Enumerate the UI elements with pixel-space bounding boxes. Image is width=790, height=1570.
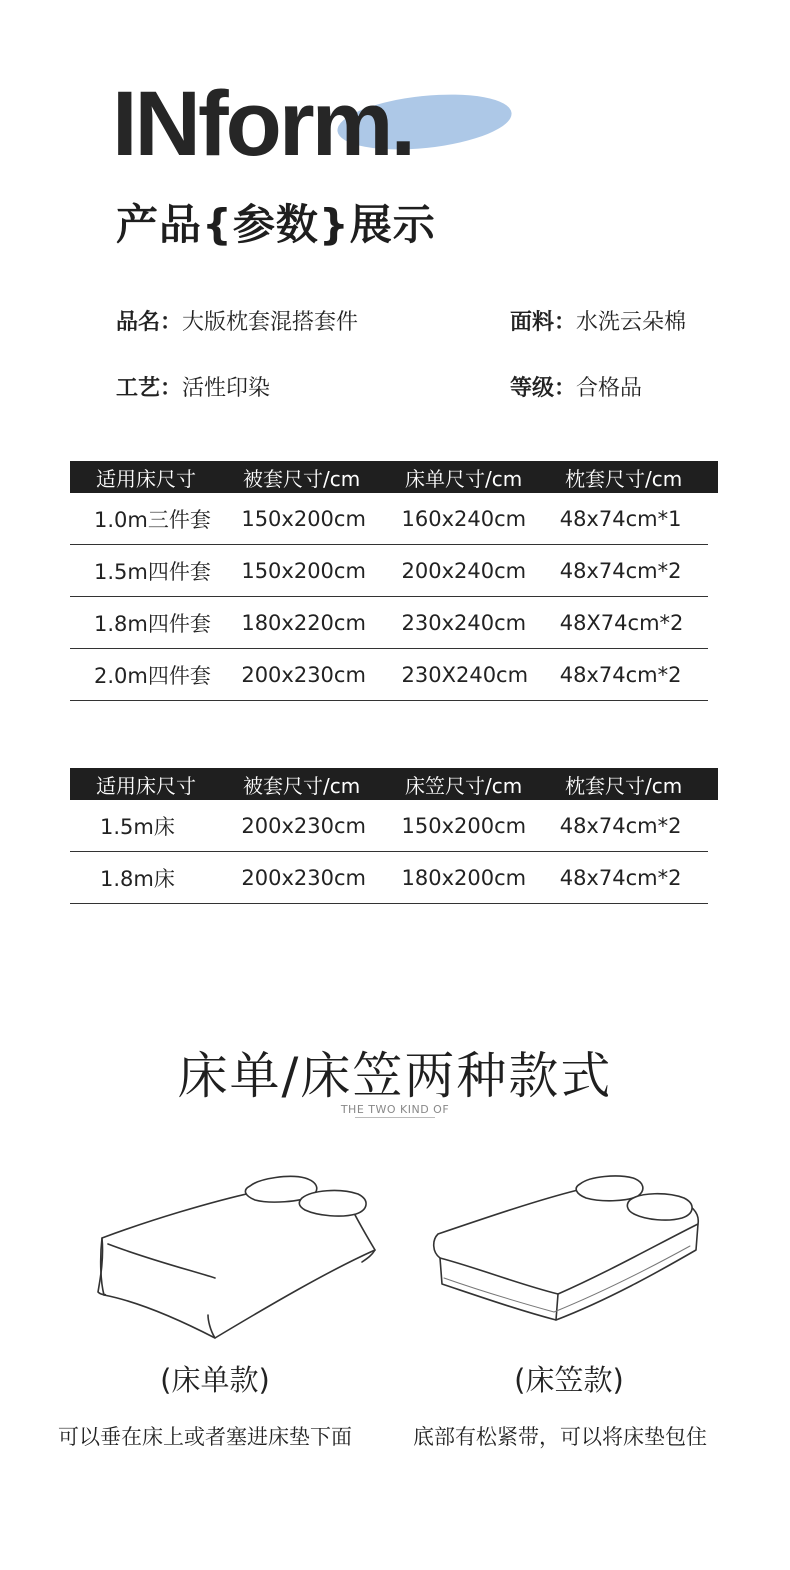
table-cell: 230x240cm [401, 610, 527, 635]
fitted-sheet-bed-icon [428, 1172, 708, 1332]
header-cell: 床单尺寸/cm [405, 466, 523, 491]
table-cell: 1.5m床 [100, 814, 175, 839]
table-cell: 200x240cm [401, 558, 527, 583]
table-row [70, 800, 708, 852]
table-cell: 48x74cm*1 [559, 506, 682, 531]
header-cell: 枕套尺寸/cm [565, 466, 683, 491]
table-cell: 48x74cm*2 [559, 865, 682, 890]
table-cell: 48x74cm*2 [559, 813, 682, 838]
spec-name-label: 品名： [116, 310, 183, 335]
spec-grade-label: 等级： [510, 376, 577, 401]
table-cell: 48x74cm*2 [559, 558, 682, 583]
spec-craft-label: 工艺： [116, 376, 183, 401]
size-table-fitted [70, 768, 718, 904]
styles-subtitle: THE TWO KIND OF [340, 1103, 450, 1116]
table-cell: 1.5m四件套 [94, 559, 211, 584]
table-cell: 150x200cm [241, 506, 366, 531]
table-row [70, 852, 708, 904]
spec-fabric-label: 面料： [510, 310, 577, 335]
header-cell: 适用床尺寸 [96, 773, 196, 798]
table-row [70, 597, 708, 649]
table-cell: 1.8m床 [100, 866, 175, 891]
logo-text: INform. [112, 73, 413, 175]
spec-fabric-value: 水洗云朵棉 [576, 310, 687, 335]
header-cell: 枕套尺寸/cm [565, 773, 683, 798]
brand-logo [112, 73, 532, 178]
table-row [70, 649, 708, 701]
size-table-sheet [70, 461, 718, 701]
spec-grade [510, 371, 642, 402]
table-cell: 48X74cm*2 [559, 610, 684, 635]
table-cell: 2.0m四件套 [94, 663, 211, 688]
table-cell: 150x200cm [241, 558, 366, 583]
table-row [70, 493, 708, 545]
fitted-description: 底部有松紧带，可以将床垫包住 [413, 1425, 707, 1449]
header-cell: 被套尺寸/cm [243, 773, 361, 798]
spec-craft-value: 活性印染 [182, 376, 271, 401]
spec-fabric [510, 305, 686, 336]
styles-title: 床单/床笠两种款式 [177, 1047, 613, 1105]
table-cell: 48x74cm*2 [559, 662, 682, 687]
table-cell: 180x220cm [241, 610, 366, 635]
spec-name [116, 305, 358, 336]
header-cell: 适用床尺寸 [96, 466, 196, 491]
table-cell: 160x240cm [401, 506, 527, 531]
subtitle-underline [355, 1117, 435, 1118]
table-row [70, 545, 708, 597]
table-cell: 200x230cm [241, 662, 366, 687]
table-cell: 200x230cm [241, 865, 366, 890]
spec-grade-value: 合格品 [576, 376, 643, 401]
sheet-description: 可以垂在床上或者塞进床垫下面 [58, 1425, 352, 1449]
spec-name-value: 大版枕套混搭套件 [182, 310, 359, 335]
table-header [70, 461, 718, 493]
table-cell: 230X240cm [401, 662, 529, 687]
table-header [70, 768, 718, 800]
fitted-caption: (床笠款) [514, 1363, 624, 1397]
header-cell: 被套尺寸/cm [243, 466, 361, 491]
page-title: 产品{参数}展示 [116, 200, 436, 249]
spec-craft [116, 371, 270, 402]
header-cell: 床笠尺寸/cm [405, 773, 523, 798]
table-cell: 200x230cm [241, 813, 366, 838]
flat-sheet-bed-icon [90, 1170, 385, 1345]
table-cell: 1.8m四件套 [94, 611, 211, 636]
table-cell: 150x200cm [401, 813, 527, 838]
table-cell: 180x200cm [401, 865, 527, 890]
table-cell: 1.0m三件套 [94, 507, 211, 532]
sheet-caption: (床单款) [160, 1363, 270, 1397]
